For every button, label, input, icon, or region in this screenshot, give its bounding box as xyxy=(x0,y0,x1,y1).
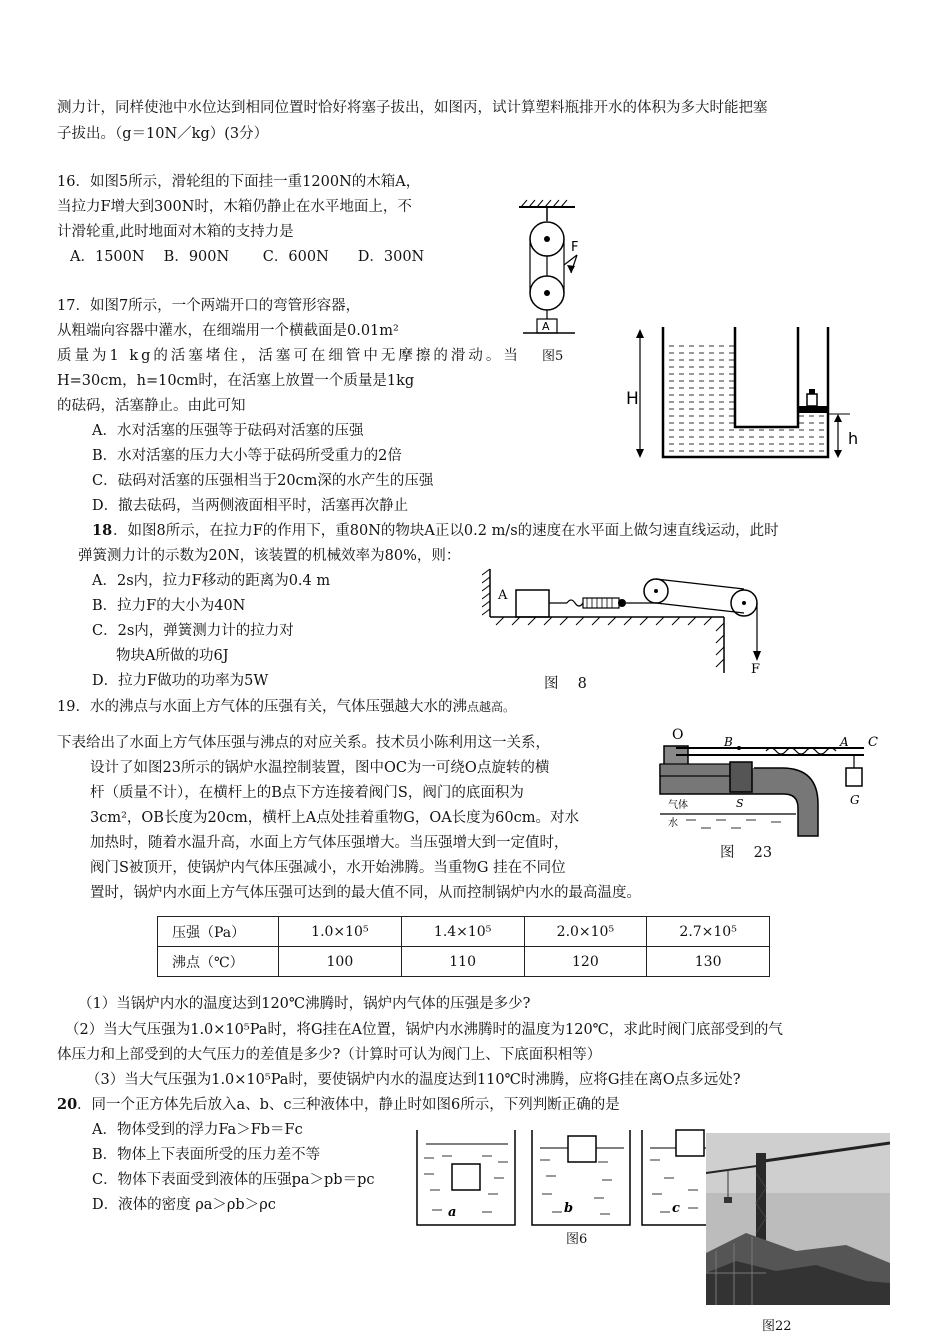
q19-line-3: 设计了如图23所示的锅炉水温控制装置，图中OC为一可绕O点旋转的横 xyxy=(90,760,550,776)
table-cell: 2.0×10⁵ xyxy=(524,917,647,947)
q17-line-4: H=30cm，h=10cm时，在活塞上放置一个质量是1kg xyxy=(57,373,415,389)
table-row xyxy=(158,947,770,977)
q19-line-1 xyxy=(57,697,515,717)
q16-line-1: 16．如图5所示，滑轮组的下面挂一重1200N的木箱A， xyxy=(57,174,421,190)
q19-line-4: 杆（质量不计），在横杆上的B点下方连接着阀门S，阀门的底面积为 xyxy=(90,785,524,801)
figure-6-label-a: a xyxy=(448,1205,457,1220)
figure-6-label-b: b xyxy=(564,1201,574,1216)
intro-line-1: 测力计，同样使池中水位达到相同位置时恰好将塞子拔出，如图丙，试计算塑料瓶排开水的体积为多大时能把塞 xyxy=(57,100,768,116)
table-cell: 2.7×10⁵ xyxy=(647,917,770,947)
figure-5-pulley-diagram xyxy=(505,195,605,340)
figure-23-label-B: B xyxy=(724,735,733,749)
table-cell: 130 xyxy=(647,947,770,977)
figure-8-label-F: F xyxy=(751,662,761,677)
q19-line-5: 3cm²，OB长度为20cm，横杆上A点处挂着重物G，OA长度为60cm。对水 xyxy=(90,810,580,826)
figure-5-caption: 图5 xyxy=(542,347,563,367)
figure-23-label-gas: 气体 xyxy=(668,800,688,811)
q19-line-1-end: 点越高。 xyxy=(466,700,515,714)
figure-23-label-A: A xyxy=(840,735,849,749)
q20-option-a: A．物体受到的浮力Fa＞Fb＝Fc xyxy=(92,1122,303,1138)
figure-23-label-G: G xyxy=(850,793,860,807)
q18-option-a: A．2s内，拉力F移动的距离为0.4 m xyxy=(92,573,331,589)
q19-line-6: 加热时，随着水温升高，水面上方气体压强增大。当压强增大到一定值时， xyxy=(90,835,569,851)
table-row xyxy=(158,917,770,947)
q19-line-8: 置时，锅炉内水面上方气体压强可达到的最大值不同，从而控制锅炉内水的最高温度。 xyxy=(90,885,641,901)
q19-line-7: 阀门S被顶开，使锅炉内气体压强减小，水开始沸腾。当重物G 挂在不同位 xyxy=(90,860,566,876)
figure-23-label-C: C xyxy=(868,735,878,750)
q19-line-1-main: 19．水的沸点与水面上方气体的压强有关，气体压强越大水的沸 xyxy=(57,699,467,715)
q17-option-d: D．撤去砝码，当两侧液面相平时，活塞再次静止 xyxy=(92,498,409,514)
q19-sub-2b: 体压力和上部受到的大气压力的差值是多少?（计算时可认为阀门上、下底面积相等） xyxy=(57,1047,602,1063)
q20-option-d: D．液体的密度 ρa＞ρb＞ρc xyxy=(92,1197,276,1213)
q20-option-b: B．物体上下表面所受的压力差不等 xyxy=(92,1147,321,1163)
q18-option-c: C．2s内，弹簧测力计的拉力对 xyxy=(92,623,294,639)
figure-23-label-O: O xyxy=(672,727,684,743)
q18-option-c-cont: 物块A所做的功6J xyxy=(116,648,229,664)
q18-line-1: ．如图8所示，在拉力F的作用下，重80N的物块A正以0.2 m/s的速度在水平面上做匀速直线运动，此时 xyxy=(113,523,779,539)
q20-number: 20 xyxy=(57,1096,78,1113)
q17-line-2: 从粗端向容器中灌水，在细端用一个横截面是0.01m² xyxy=(57,323,399,339)
q19-sub-3: （3）当大气压强为1.0×10⁵Pa时，要使锅炉内水的温度达到110℃时沸腾，应将G挂在离O点多远处? xyxy=(86,1072,741,1088)
figure-23-label-water: 水 xyxy=(668,818,678,829)
table-cell: 1.0×10⁵ xyxy=(279,917,402,947)
figure-8-caption: 图 8 xyxy=(544,676,587,692)
q17-line-3: 质量为1 kg的活塞堵住，活塞可在细管中无摩擦的滑动。当 xyxy=(57,348,521,364)
table-cell: 110 xyxy=(401,947,524,977)
q18-line-2: 弹簧测力计的示数为20N，该装置的机械效率为80%，则： xyxy=(78,548,461,564)
figure-6-beakers-diagram xyxy=(412,1128,712,1228)
q17-option-a: A．水对活塞的压强等于砝码对活塞的压强 xyxy=(92,423,364,439)
q19-line-2: 下表给出了水面上方气体压强与沸点的对应关系。技术员小陈利用这一关系， xyxy=(57,735,550,751)
q16-line-3: 计滑轮重,此时地面对木箱的支持力是 xyxy=(57,224,294,240)
figure-5-label-F: F xyxy=(571,240,579,255)
q19-sub-1: （1）当锅炉内水的温度达到120℃沸腾时，锅炉内气体的压强是多少? xyxy=(78,996,531,1012)
q18-number: 18 xyxy=(92,522,113,539)
q17-line-5: 的砝码，活塞静止。由此可知 xyxy=(57,398,246,414)
figure-7-label-H: H xyxy=(626,389,639,409)
q20-option-c: C．物体下表面受到液体的压强pa＞pb＝pc xyxy=(92,1172,375,1188)
figure-23-caption: 图 23 xyxy=(720,845,773,861)
figure-23-boiler-diagram xyxy=(656,724,886,839)
figure-7-label-h: h xyxy=(848,429,859,448)
q17-option-b: B．水对活塞的压力大小等于砝码所受重力的2倍 xyxy=(92,448,402,464)
table-header-boiling-point: 沸点（℃） xyxy=(158,947,279,977)
figure-22-crane-photo xyxy=(706,1133,890,1305)
q19-sub-2a: （2）当大气压强为1.0×10⁵Pa时，将G挂在A位置，锅炉内水沸腾时的温度为120℃，求此时阀门底部受到的气 xyxy=(65,1022,783,1038)
q18-option-b: B．拉力F的大小为40N xyxy=(92,598,246,614)
figure-6-caption: 图6 xyxy=(566,1232,588,1247)
figure-7-u-tube-diagram xyxy=(618,322,863,462)
q17-line-1: 17．如图7所示，一个两端开口的弯管形容器， xyxy=(57,298,361,314)
table-cell: 100 xyxy=(279,947,402,977)
figure-22-caption: 图22 xyxy=(762,1319,792,1334)
table-cell: 120 xyxy=(524,947,647,977)
figure-8-pulley-spring-diagram xyxy=(482,565,782,677)
table-header-pressure: 压强（Pa） xyxy=(158,917,279,947)
q16-options: A．1500N B．900N C．600N D．300N xyxy=(70,249,425,265)
q20-line-1: ．同一个正方体先后放入a、b、c三种液体中，静止时如图6所示，下列判断正确的是 xyxy=(77,1097,620,1113)
figure-5-label-A: A xyxy=(542,320,550,333)
q16-line-2: 当拉力F增大到300N时，木箱仍静止在水平地面上，不 xyxy=(57,199,412,215)
table-cell: 1.4×10⁵ xyxy=(401,917,524,947)
pressure-boiling-table xyxy=(157,916,770,977)
intro-line-2: 子拔出。（g＝10N／kg）(3分） xyxy=(57,126,269,142)
figure-6-label-c: c xyxy=(672,1201,680,1216)
q18-option-d: D．拉力F做功的功率为5W xyxy=(92,673,269,689)
figure-23-label-S: S xyxy=(736,797,744,810)
figure-8-label-A: A xyxy=(498,588,508,603)
q17-option-c: C．砝码对活塞的压强相当于20cm深的水产生的压强 xyxy=(92,473,434,489)
